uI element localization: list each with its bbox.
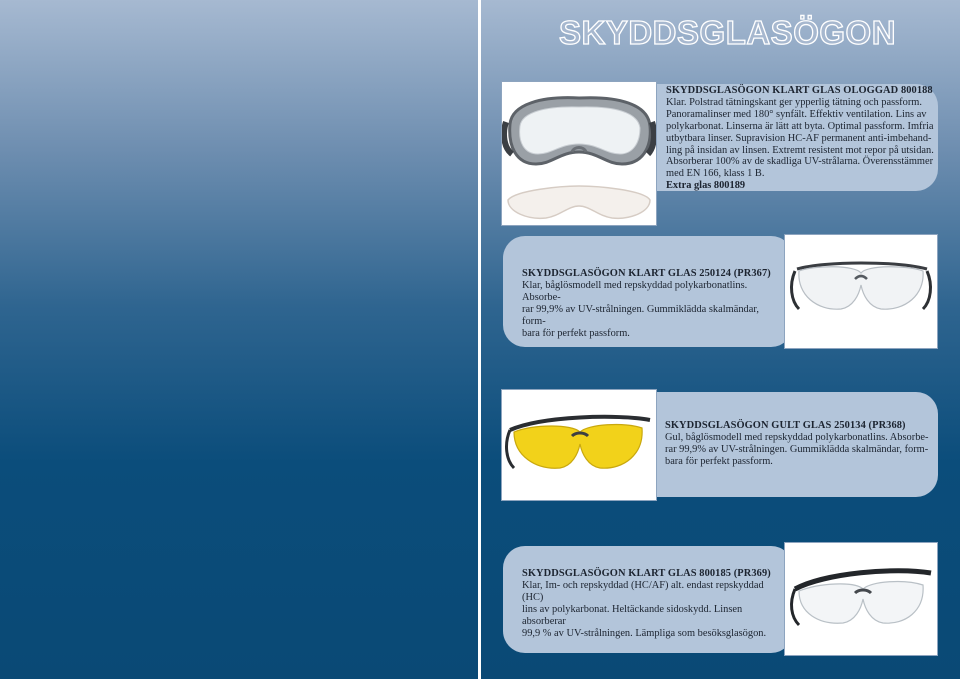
product-line: Gul, båglösmodell med repskyddad polykarbonatlins. Absorbe- [665, 431, 929, 443]
product-heading: SKYDDSGLASÖGON GULT GLAS 250134 (PR368) [665, 420, 906, 431]
product-line: 99,9 % av UV-strålningen. Lämpliga som besöksglasögon. [522, 627, 767, 639]
left-page [0, 0, 478, 679]
product-line: Absorberar 100% av de skadliga UV-strålarna. Överensstämmer [666, 156, 934, 168]
product-line: med EN 166, klass 1 B. [666, 168, 765, 180]
product-line: lins av polykarbonat. Heltäckande sidoskydd. Linsen absorberar [522, 603, 743, 627]
product-heading: SKYDDSGLASÖGON KLART GLAS 250124 (PR367) [522, 268, 771, 279]
product-line: Klar. Polstrad tätningskant ger ypperlig tätning och passform. [666, 96, 922, 108]
goggles-photo-800188 [501, 81, 657, 226]
product-line: Klar, Im- och repskyddad (HC/AF) alt. endast repskyddad (HC) [522, 579, 764, 603]
product-line: rar 99,9% av UV-strålningen. Gummiklädda skalmändar, form- [522, 303, 759, 327]
product-line: utbytbara linser. Supravision HC-AF permanent anti-imbehand- [666, 132, 932, 144]
product-line: Panoramalinser med 180° synfält. Effektiv ventilation. Lins av [666, 108, 927, 120]
page-title: SKYDDSGLASÖGON [559, 14, 897, 51]
product-line: bara för perfekt passform. [522, 327, 630, 339]
glasses-photo-250124 [784, 234, 938, 349]
product-line: ling på insidan av linsen. Extremt resistent mot repor på utsidan. [666, 144, 934, 156]
product-line: bara för perfekt passform. [665, 455, 773, 467]
product-heading: SKYDDSGLASÖGON KLART GLAS OLOGGAD 800188 [666, 85, 933, 96]
product-text-800185 [522, 568, 780, 639]
product-text-250124 [522, 268, 780, 339]
product-text-800188 [666, 85, 936, 192]
extra-glass-note: Extra glas 800189 [666, 180, 746, 192]
product-line: polykarbonat. Linserna är lätt att byta. Optimal passform. Imfria [666, 120, 934, 132]
product-heading: SKYDDSGLASÖGON KLART GLAS 800185 (PR369) [522, 568, 771, 579]
product-line: rar 99,9% av UV-strålningen. Gummiklädda skalmändar, form- [665, 443, 929, 455]
glasses-photo-800185 [784, 542, 938, 656]
product-text-250134 [665, 420, 933, 468]
product-line: Klar, båglösmodell med repskyddad polykarbonatlins. Absorbe- [522, 279, 748, 303]
glasses-photo-250134 [501, 389, 657, 501]
